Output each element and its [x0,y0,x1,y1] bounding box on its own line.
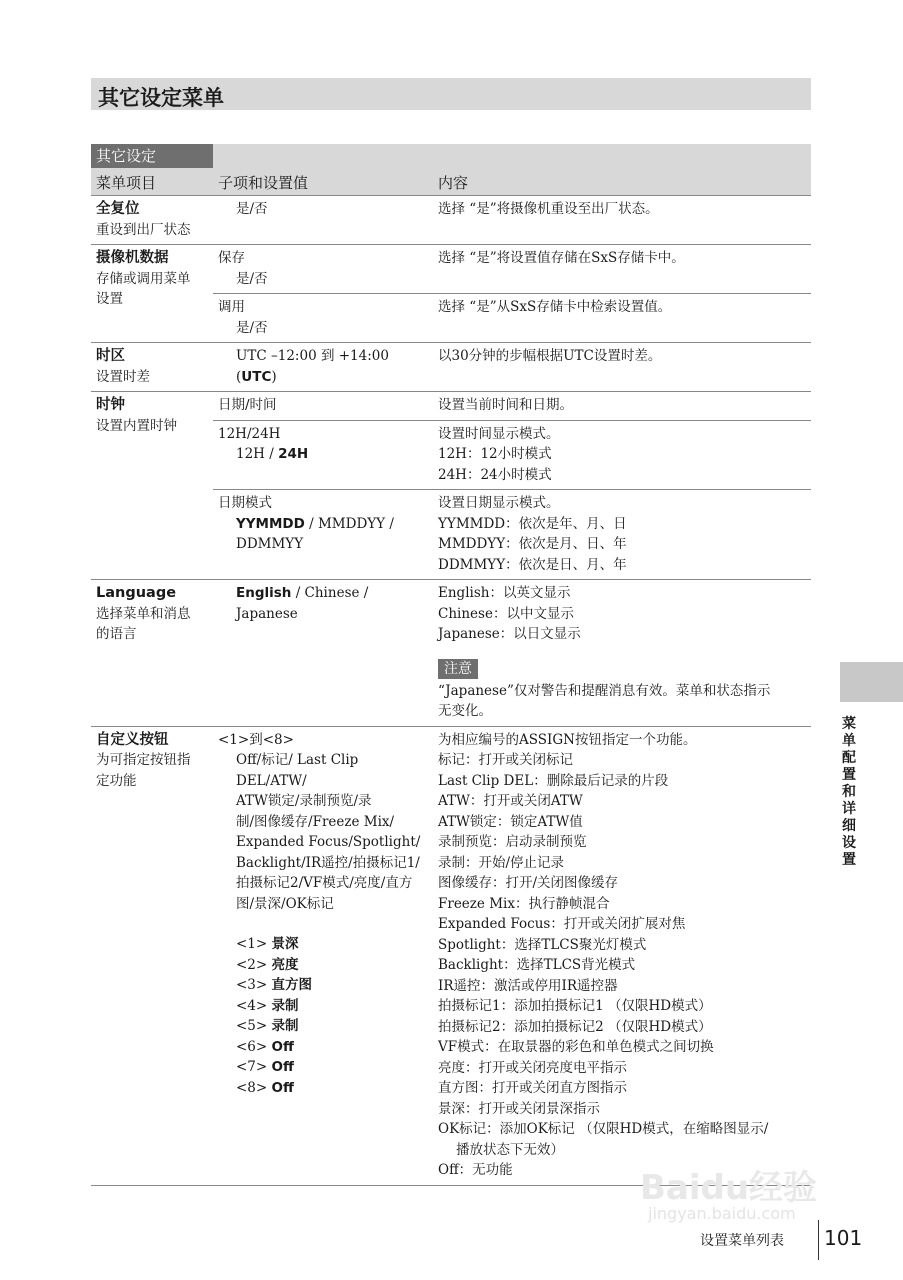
content-text: ATW锁定：锁定ATW值 [438,813,583,830]
setting-value: 12H / 24H [236,446,309,462]
content-text: 拍摄标记1：添加拍摄标记1 （仅限HD模式） [438,998,712,1014]
row-time-zone [91,343,811,392]
content-text: 设置时间显示模式。 [438,425,560,442]
setting-range: UTC –12:00 到 +14:00 [236,348,389,364]
menu-name: 时钟 [96,397,125,413]
sub-item-label: 保存 [218,250,245,266]
menu-desc: 重设到出厂状态 [96,221,191,238]
option-line: ATW锁定/录制预览/录 [236,793,372,809]
default-assignment: <4> 录制 [236,997,299,1014]
option-line: Expanded Focus/Spotlight/ [236,834,421,850]
row-camera-data [91,245,811,343]
content-text: OK标记：添加OK标记 （仅限HD模式，在缩略图显示/ [438,1121,769,1137]
content-text: 播放状态下无效） [456,1141,564,1158]
menu-desc: 定功能 [96,772,137,789]
content-text: 选择 “是”从SxS存储卡中检索设置值。 [438,299,672,315]
setting-value: English / Chinese / Japanese [236,585,369,622]
content-text: DDMMYY：依次是日、月、年 [438,556,627,573]
sub-row-12h-24h [213,420,811,490]
menu-name: Language [96,585,177,601]
option-line: 拍摄标记2/VF模式/亮度/直方 [236,875,413,891]
menu-name: 摄像机数据 [96,250,169,266]
content-text: 拍摄标记2：添加拍摄标记2 （仅限HD模式） [438,1018,712,1035]
page-number: 101 [824,1226,863,1250]
content-text: 图像缓存：打开/关闭图像缓存 [438,875,619,891]
side-label: 菜单配置和详细设置 [842,716,856,868]
sub-item-label: 调用 [218,299,245,315]
content-text: 标记：打开或关闭标记 [438,752,573,768]
sub-item-label: <1>到<8> [218,731,294,748]
row-all-reset [91,196,811,245]
content-text: 录制：开始/停止记录 [438,854,565,871]
sub-row-load [213,293,811,342]
sub-row-save [213,245,811,293]
row-clock [91,392,811,580]
baidu-watermark: Baidu经验 [640,1168,818,1208]
header-content: 内容 [438,174,469,192]
menu-cell [91,580,213,726]
menu-desc: 设置内置时钟 [96,417,177,434]
content-text: Chinese：以中文显示 [438,605,574,622]
header-sub-item: 子项和设置值 [218,174,309,192]
content-text: ATW：打开或关闭ATW [438,793,583,809]
content-text: 选择 “是”将设置值存储在SxS存储卡中。 [438,250,685,266]
option-line: Backlight/IR遥控/拍摄标记1/ [236,854,420,871]
content-text: Expanded Focus：打开或关闭扩展对焦 [438,916,686,932]
menu-cell [91,343,213,391]
table-caption: 其它设定 [91,144,213,168]
menu-desc: 的语言 [96,626,137,642]
default-assignment: <8> Off [236,1079,294,1096]
table-header [91,144,811,196]
default-assignment: <3> 直方图 [236,977,313,993]
footer-section-title: 设置菜单列表 [700,1233,784,1249]
note-text: “Japanese”仅对警告和提醒消息有效。菜单和状态指示 [438,682,771,699]
option-line: 图/景深/OK标记 [236,895,334,912]
option-line: Off/标记/ Last Clip DEL/ATW/ [236,752,359,789]
setting-default: (UTC) [236,368,277,385]
settings-table [91,144,811,1186]
content-text: English：以英文显示 [438,585,571,601]
content-text: Freeze Mix：执行静帧混合 [438,895,610,912]
menu-cell [91,727,213,1185]
menu-desc: 存储或调用菜单 [96,270,191,287]
watermark-url: jingyan.baidu.com [648,1204,796,1223]
menu-desc: 设置 [96,291,123,307]
header-menu-item: 菜单项目 [96,174,157,192]
default-assignment: <2> 亮度 [236,956,299,973]
menu-desc: 为可指定按钮指 [96,752,191,768]
content-text: 12H：12小时模式 [438,446,552,462]
footer-divider [818,1220,819,1260]
content-text: 设置日期显示模式。 [438,495,560,511]
setting-value: DDMMYY [236,536,304,552]
content-text: VF模式：在取景器的彩色和单色模式之间切换 [438,1039,714,1055]
setting-value: 是/否 [236,319,268,336]
content-text: Japanese：以日文显示 [438,626,581,642]
content-text: 24H：24小时模式 [438,466,552,483]
menu-name: 时区 [96,348,125,364]
note-badge: 注意 [438,659,478,679]
content-text: IR遥控：激活或停用IR遥控器 [438,977,618,994]
sub-item-label: 12H/24H [218,425,281,442]
default-assignment: <7> Off [236,1059,294,1075]
menu-desc: 设置时差 [96,368,150,385]
menu-name: 自定义按钮 [96,731,169,748]
content-text: Last Clip DEL：删除最后记录的片段 [438,772,669,789]
row-assign-button [91,727,811,1186]
default-assignment: <1> 景深 [236,936,299,952]
default-assignment: <5> 录制 [236,1018,299,1034]
content-text: 亮度：打开或关闭亮度电平指示 [438,1059,627,1076]
content-text: 景深：打开或关闭景深指示 [438,1100,600,1117]
content-text: MMDDYY：依次是月、日、年 [438,536,627,552]
title-bar [91,78,811,110]
default-assignment: <6> Off [236,1038,294,1055]
page-title: 其它设定菜单 [98,86,224,110]
menu-cell [91,245,213,342]
option-line: 制/图像缓存/Freeze Mix/ [236,813,395,830]
row-language [91,580,811,727]
sub-item-label: 日期/时间 [218,397,277,413]
content-text: 为相应编号的ASSIGN按钮指定一个功能。 [438,731,697,748]
content-text: Off：无功能 [438,1162,513,1178]
menu-cell [91,392,213,579]
content-text: 直方图：打开或关闭直方图指示 [438,1080,627,1096]
sub-item-label: 日期模式 [218,495,272,511]
assign-content [432,727,811,1185]
menu-name: 全复位 [96,201,140,217]
setting-value: 是/否 [236,270,268,287]
sub-row-date-mode [213,489,811,579]
content-text: Backlight：选择TLCS背光模式 [438,957,636,973]
content-text: 设置当前时间和日期。 [438,397,573,413]
content-text: Spotlight：选择TLCS聚光灯模式 [438,936,647,953]
note-text: 无变化。 [438,703,492,719]
menu-desc: 选择菜单和消息 [96,605,191,622]
menu-cell [91,196,213,244]
side-tab [840,662,903,702]
content-text: 选择 “是”将摄像机重设至出厂状态。 [438,201,659,217]
setting-value: 是/否 [236,201,268,217]
setting-value: YYMMDD / MMDDYY / [236,515,394,532]
sub-row-date-time [213,392,811,420]
content-text: 以30分钟的步幅根据UTC设置时差。 [438,348,662,364]
content-text: YYMMDD：依次是年、月、日 [438,515,627,532]
content-text: 录制预览：启动录制预览 [438,834,587,850]
